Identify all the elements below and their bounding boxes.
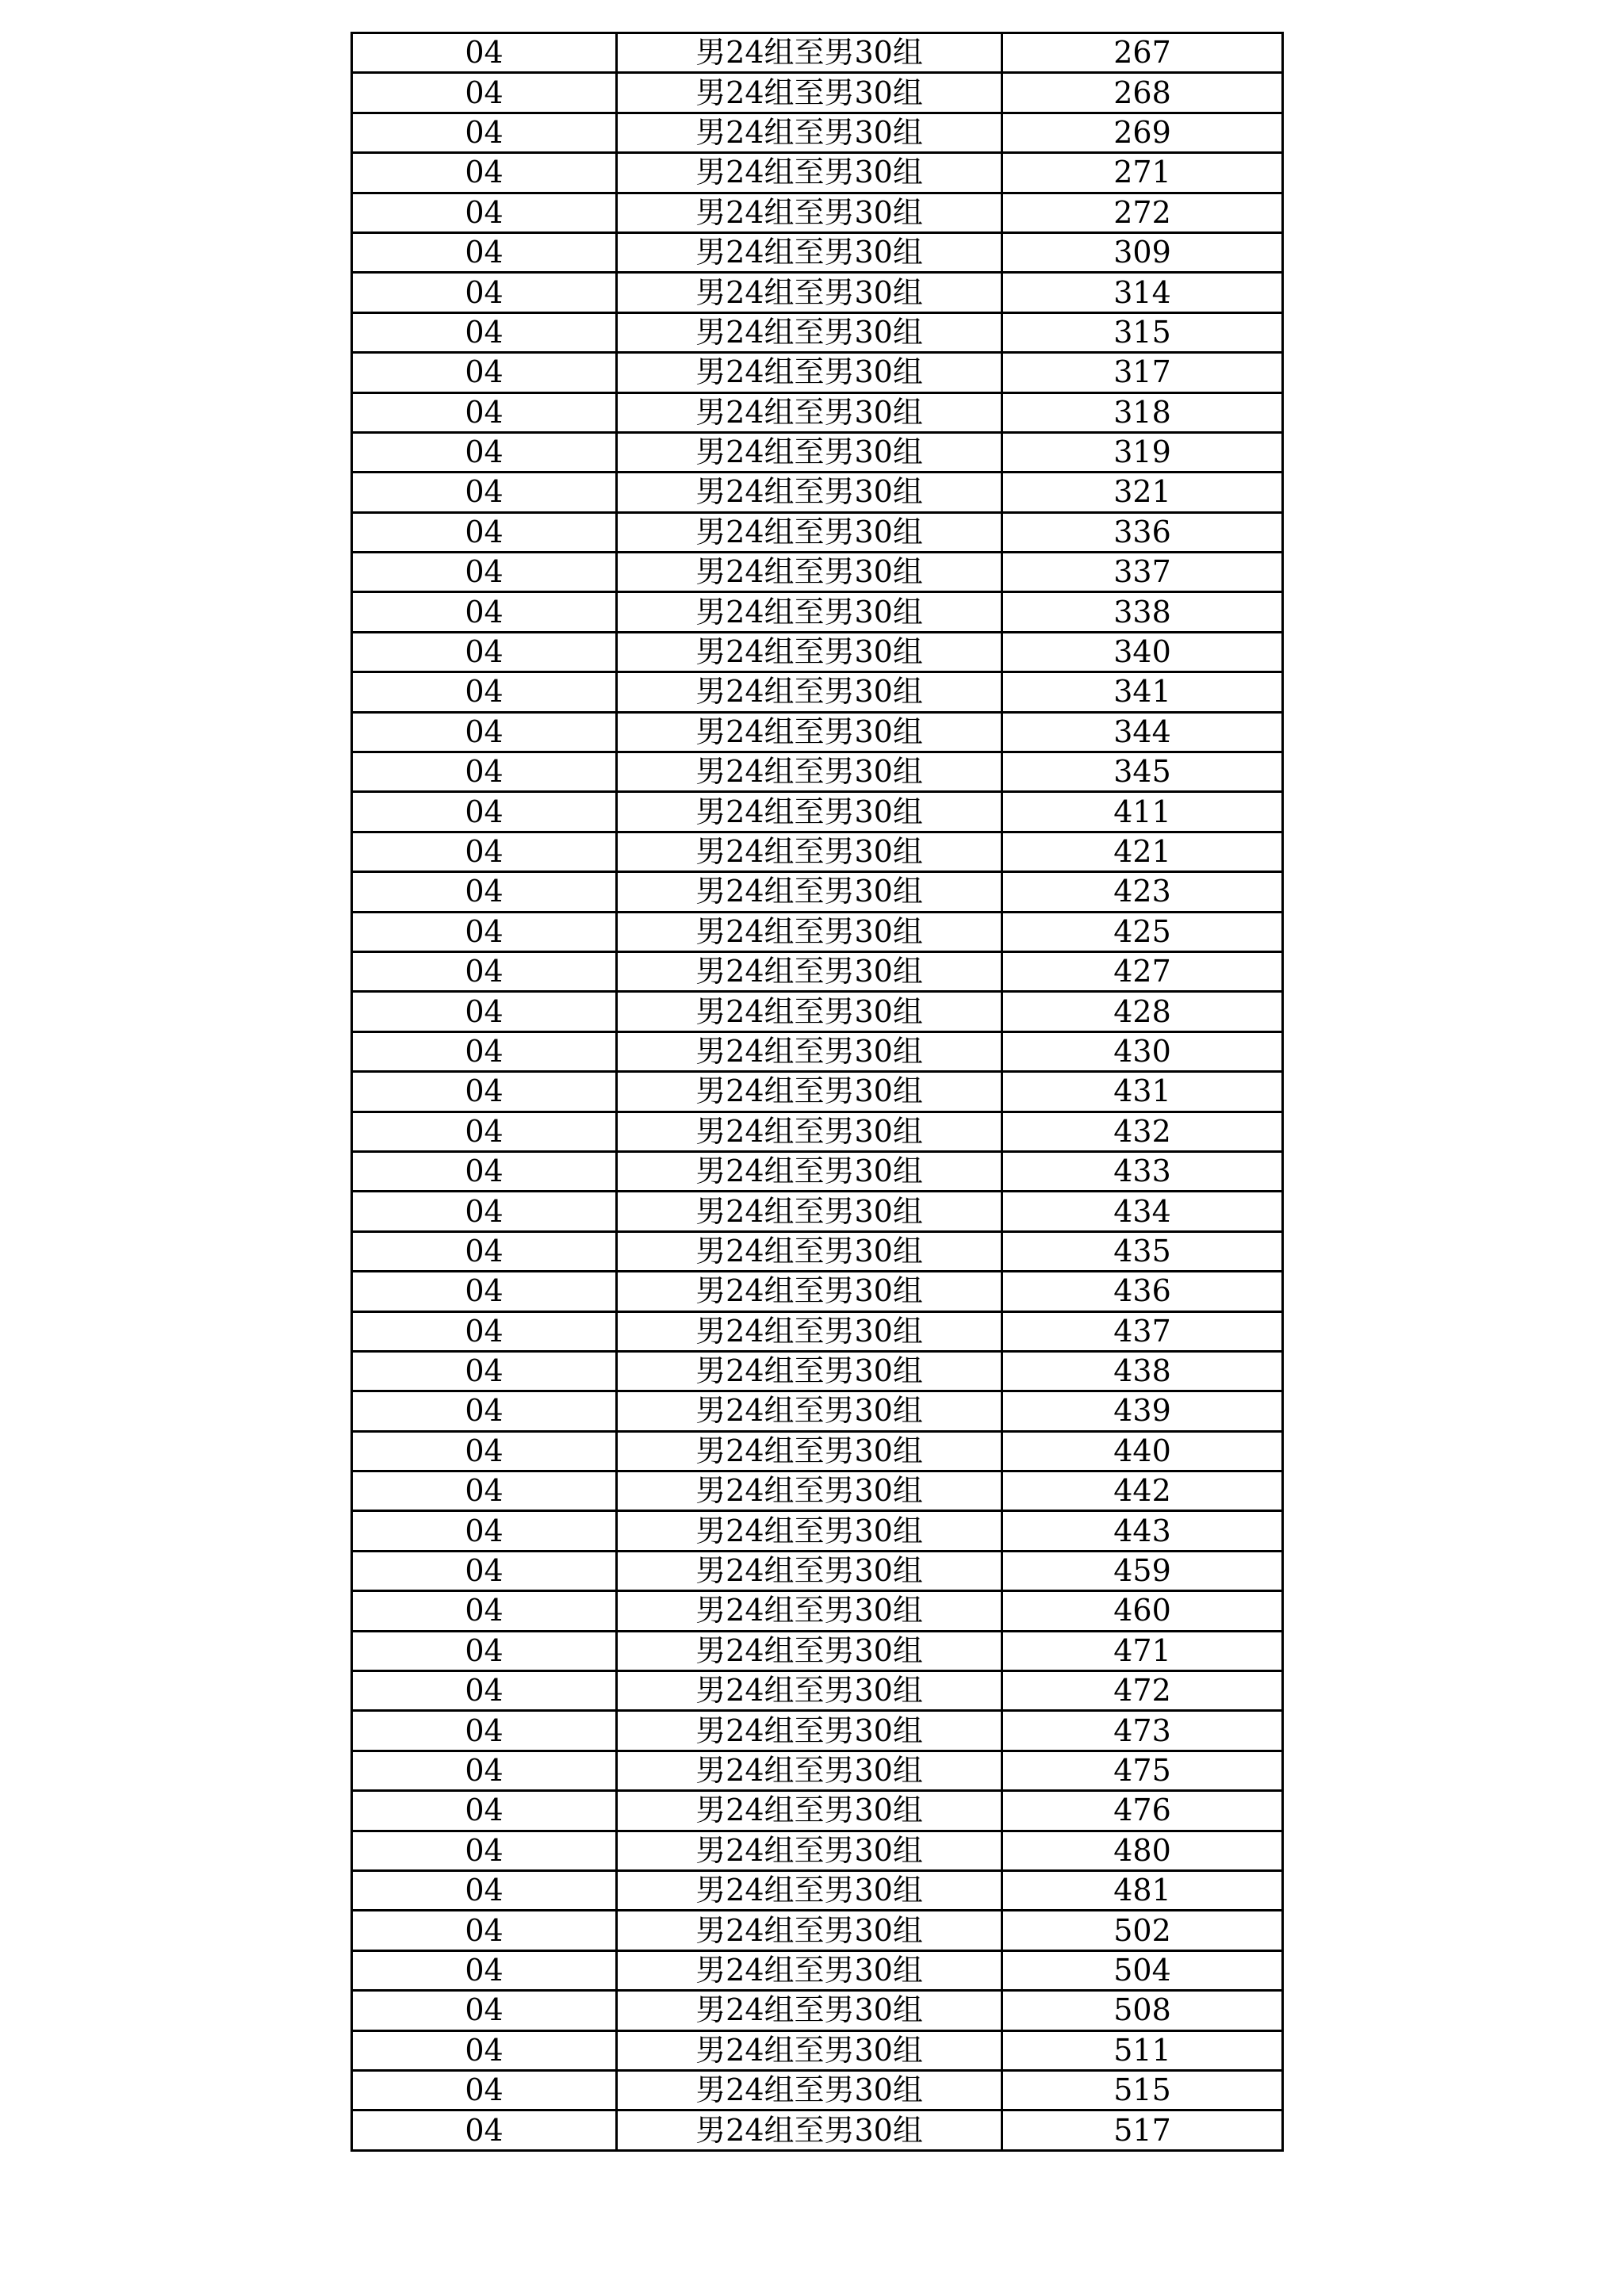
code-cell: 04	[352, 1911, 617, 1950]
group-cell: 男24组至男30组	[617, 1391, 1002, 1431]
code-cell: 04	[352, 1831, 617, 1870]
table-row	[352, 992, 1283, 1031]
number-cell: 318	[1002, 392, 1283, 432]
table-row	[352, 1791, 1283, 1831]
number-cell: 436	[1002, 1272, 1283, 1311]
table-row	[352, 1471, 1283, 1511]
code-cell: 04	[352, 1151, 617, 1191]
number-cell: 480	[1002, 1831, 1283, 1870]
number-cell: 435	[1002, 1231, 1283, 1271]
group-cell: 男24组至男30组	[617, 153, 1002, 193]
code-cell: 04	[352, 992, 617, 1031]
group-cell: 男24组至男30组	[617, 512, 1002, 552]
group-cell: 男24组至男30组	[617, 1231, 1002, 1271]
number-cell: 340	[1002, 632, 1283, 672]
table-row	[352, 632, 1283, 672]
code-cell: 04	[352, 872, 617, 912]
number-cell: 431	[1002, 1072, 1283, 1112]
number-cell: 433	[1002, 1151, 1283, 1191]
code-cell: 04	[352, 832, 617, 871]
group-cell: 男24组至男30组	[617, 832, 1002, 871]
number-cell: 423	[1002, 872, 1283, 912]
code-cell: 04	[352, 1311, 617, 1351]
number-cell: 511	[1002, 2030, 1283, 2070]
table-row	[352, 1231, 1283, 1271]
group-cell: 男24组至男30组	[617, 1950, 1002, 1990]
group-cell: 男24组至男30组	[617, 1591, 1002, 1631]
code-cell: 04	[352, 1471, 617, 1511]
group-cell: 男24组至男30组	[617, 1351, 1002, 1391]
table-row	[352, 1671, 1283, 1711]
table-row	[352, 872, 1283, 912]
table-row	[352, 1431, 1283, 1471]
number-cell: 437	[1002, 1311, 1283, 1351]
table-row	[352, 353, 1283, 392]
number-cell: 267	[1002, 33, 1283, 73]
code-cell: 04	[352, 951, 617, 991]
group-cell: 男24组至男30组	[617, 951, 1002, 991]
group-cell: 男24组至男30组	[617, 1072, 1002, 1112]
document-table-container	[350, 32, 1281, 2152]
code-cell: 04	[352, 2070, 617, 2110]
number-cell: 434	[1002, 1192, 1283, 1231]
number-cell: 411	[1002, 792, 1283, 832]
number-cell: 315	[1002, 312, 1283, 352]
group-cell: 男24组至男30组	[617, 73, 1002, 113]
group-cell: 男24组至男30组	[617, 432, 1002, 472]
table-row	[352, 432, 1283, 472]
code-cell: 04	[352, 1711, 617, 1751]
group-cell: 男24组至男30组	[617, 473, 1002, 512]
number-cell: 344	[1002, 712, 1283, 752]
group-cell: 男24组至男30组	[617, 1192, 1002, 1231]
table-row	[352, 153, 1283, 193]
group-cell: 男24组至男30组	[617, 1631, 1002, 1670]
table-row	[352, 512, 1283, 552]
table-row	[352, 2030, 1283, 2070]
table-row	[352, 2110, 1283, 2150]
table-row	[352, 1631, 1283, 1670]
group-cell: 男24组至男30组	[617, 193, 1002, 232]
group-cell: 男24组至男30组	[617, 1431, 1002, 1471]
number-cell: 473	[1002, 1711, 1283, 1751]
table-row	[352, 792, 1283, 832]
code-cell: 04	[352, 792, 617, 832]
number-cell: 336	[1002, 512, 1283, 552]
group-cell: 男24组至男30组	[617, 1791, 1002, 1831]
table-row	[352, 592, 1283, 632]
group-cell: 男24组至男30组	[617, 672, 1002, 712]
code-cell: 04	[352, 632, 617, 672]
group-cell: 男24组至男30组	[617, 553, 1002, 592]
table-row	[352, 1751, 1283, 1790]
table-row	[352, 553, 1283, 592]
table-row	[352, 1072, 1283, 1112]
group-cell: 男24组至男30组	[617, 1511, 1002, 1551]
table-row	[352, 1112, 1283, 1151]
table-row	[352, 33, 1283, 73]
table-row	[352, 752, 1283, 792]
table-row	[352, 232, 1283, 272]
number-cell: 272	[1002, 193, 1283, 232]
group-cell: 男24组至男30组	[617, 752, 1002, 792]
number-cell: 515	[1002, 2070, 1283, 2110]
data-table	[350, 32, 1284, 2152]
code-cell: 04	[352, 353, 617, 392]
table-row	[352, 1511, 1283, 1551]
number-cell: 309	[1002, 232, 1283, 272]
number-cell: 432	[1002, 1112, 1283, 1151]
code-cell: 04	[352, 1431, 617, 1471]
number-cell: 440	[1002, 1431, 1283, 1471]
number-cell: 271	[1002, 153, 1283, 193]
number-cell: 428	[1002, 992, 1283, 1031]
group-cell: 男24组至男30组	[617, 1031, 1002, 1071]
table-body	[352, 33, 1283, 2151]
number-cell: 421	[1002, 832, 1283, 871]
code-cell: 04	[352, 153, 617, 193]
group-cell: 男24组至男30组	[617, 2110, 1002, 2150]
table-row	[352, 1911, 1283, 1950]
group-cell: 男24组至男30组	[617, 33, 1002, 73]
number-cell: 460	[1002, 1591, 1283, 1631]
group-cell: 男24组至男30组	[617, 712, 1002, 752]
group-cell: 男24组至男30组	[617, 353, 1002, 392]
code-cell: 04	[352, 1671, 617, 1711]
table-row	[352, 1391, 1283, 1431]
code-cell: 04	[352, 273, 617, 312]
table-row	[352, 1031, 1283, 1071]
code-cell: 04	[352, 592, 617, 632]
number-cell: 341	[1002, 672, 1283, 712]
group-cell: 男24组至男30组	[617, 1151, 1002, 1191]
code-cell: 04	[352, 512, 617, 552]
code-cell: 04	[352, 712, 617, 752]
group-cell: 男24组至男30组	[617, 1551, 1002, 1590]
group-cell: 男24组至男30组	[617, 1471, 1002, 1511]
number-cell: 427	[1002, 951, 1283, 991]
code-cell: 04	[352, 73, 617, 113]
table-row	[352, 1991, 1283, 2030]
table-row	[352, 1311, 1283, 1351]
code-cell: 04	[352, 1072, 617, 1112]
group-cell: 男24组至男30组	[617, 1751, 1002, 1790]
number-cell: 502	[1002, 1911, 1283, 1950]
group-cell: 男24组至男30组	[617, 113, 1002, 152]
table-row	[352, 113, 1283, 152]
table-row	[352, 312, 1283, 352]
group-cell: 男24组至男30组	[617, 273, 1002, 312]
code-cell: 04	[352, 752, 617, 792]
code-cell: 04	[352, 1751, 617, 1790]
code-cell: 04	[352, 113, 617, 152]
group-cell: 男24组至男30组	[617, 592, 1002, 632]
code-cell: 04	[352, 1391, 617, 1431]
group-cell: 男24组至男30组	[617, 1911, 1002, 1950]
group-cell: 男24组至男30组	[617, 872, 1002, 912]
table-row	[352, 672, 1283, 712]
number-cell: 442	[1002, 1471, 1283, 1511]
code-cell: 04	[352, 1511, 617, 1551]
code-cell: 04	[352, 912, 617, 951]
code-cell: 04	[352, 1791, 617, 1831]
group-cell: 男24组至男30组	[617, 912, 1002, 951]
table-row	[352, 473, 1283, 512]
number-cell: 338	[1002, 592, 1283, 632]
number-cell: 345	[1002, 752, 1283, 792]
number-cell: 459	[1002, 1551, 1283, 1590]
number-cell: 504	[1002, 1950, 1283, 1990]
group-cell: 男24组至男30组	[617, 1870, 1002, 1910]
number-cell: 481	[1002, 1870, 1283, 1910]
table-row	[352, 2070, 1283, 2110]
number-cell: 337	[1002, 553, 1283, 592]
number-cell: 319	[1002, 432, 1283, 472]
code-cell: 04	[352, 193, 617, 232]
group-cell: 男24组至男30组	[617, 312, 1002, 352]
group-cell: 男24组至男30组	[617, 1831, 1002, 1870]
number-cell: 517	[1002, 2110, 1283, 2150]
number-cell: 269	[1002, 113, 1283, 152]
code-cell: 04	[352, 1631, 617, 1670]
code-cell: 04	[352, 312, 617, 352]
number-cell: 438	[1002, 1351, 1283, 1391]
code-cell: 04	[352, 1192, 617, 1231]
group-cell: 男24组至男30组	[617, 1711, 1002, 1751]
group-cell: 男24组至男30组	[617, 992, 1002, 1031]
table-row	[352, 1950, 1283, 1990]
table-row	[352, 1591, 1283, 1631]
code-cell: 04	[352, 1870, 617, 1910]
table-row	[352, 832, 1283, 871]
table-row	[352, 1272, 1283, 1311]
group-cell: 男24组至男30组	[617, 792, 1002, 832]
table-row	[352, 1551, 1283, 1590]
group-cell: 男24组至男30组	[617, 1272, 1002, 1311]
code-cell: 04	[352, 1351, 617, 1391]
table-row	[352, 1192, 1283, 1231]
table-row	[352, 193, 1283, 232]
code-cell: 04	[352, 1591, 617, 1631]
number-cell: 471	[1002, 1631, 1283, 1670]
code-cell: 04	[352, 473, 617, 512]
table-row	[352, 1870, 1283, 1910]
code-cell: 04	[352, 432, 617, 472]
code-cell: 04	[352, 1231, 617, 1271]
code-cell: 04	[352, 1991, 617, 2030]
number-cell: 314	[1002, 273, 1283, 312]
group-cell: 男24组至男30组	[617, 1311, 1002, 1351]
code-cell: 04	[352, 672, 617, 712]
number-cell: 317	[1002, 353, 1283, 392]
code-cell: 04	[352, 1112, 617, 1151]
table-row	[352, 712, 1283, 752]
table-row	[352, 912, 1283, 951]
code-cell: 04	[352, 1950, 617, 1990]
number-cell: 476	[1002, 1791, 1283, 1831]
code-cell: 04	[352, 392, 617, 432]
group-cell: 男24组至男30组	[617, 632, 1002, 672]
group-cell: 男24组至男30组	[617, 2070, 1002, 2110]
code-cell: 04	[352, 33, 617, 73]
group-cell: 男24组至男30组	[617, 1671, 1002, 1711]
number-cell: 321	[1002, 473, 1283, 512]
table-row	[352, 1711, 1283, 1751]
number-cell: 472	[1002, 1671, 1283, 1711]
group-cell: 男24组至男30组	[617, 1991, 1002, 2030]
number-cell: 443	[1002, 1511, 1283, 1551]
code-cell: 04	[352, 1031, 617, 1071]
table-row	[352, 1151, 1283, 1191]
table-row	[352, 273, 1283, 312]
group-cell: 男24组至男30组	[617, 392, 1002, 432]
number-cell: 475	[1002, 1751, 1283, 1790]
code-cell: 04	[352, 553, 617, 592]
table-row	[352, 73, 1283, 113]
table-row	[352, 951, 1283, 991]
code-cell: 04	[352, 1551, 617, 1590]
code-cell: 04	[352, 2030, 617, 2070]
table-row	[352, 1351, 1283, 1391]
group-cell: 男24组至男30组	[617, 2030, 1002, 2070]
group-cell: 男24组至男30组	[617, 1112, 1002, 1151]
code-cell: 04	[352, 2110, 617, 2150]
group-cell: 男24组至男30组	[617, 232, 1002, 272]
table-row	[352, 392, 1283, 432]
table-row	[352, 1831, 1283, 1870]
number-cell: 508	[1002, 1991, 1283, 2030]
number-cell: 430	[1002, 1031, 1283, 1071]
number-cell: 425	[1002, 912, 1283, 951]
code-cell: 04	[352, 232, 617, 272]
number-cell: 268	[1002, 73, 1283, 113]
code-cell: 04	[352, 1272, 617, 1311]
number-cell: 439	[1002, 1391, 1283, 1431]
